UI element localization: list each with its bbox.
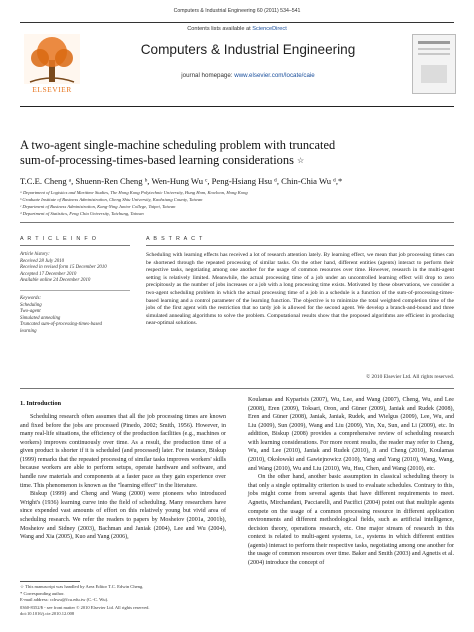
keywords-label: Keywords: (20, 296, 42, 301)
keywords (20, 296, 116, 335)
article-info-rule (20, 245, 130, 246)
intro-paragraph-3: Koulamas and Kyparisis (2007), Wu, Lee, and Wang (2007), Cheng, Wu, and Lee (2008), Eren (2009), Toksari, Oron, and Güner (2009), Janiak and Rudek (2008), Eren and Güner (2008), Janiak, Janiak, Rudek, and Wielgus (2009), Lee, Wu, and Liu (2009), Sun (2009), Wang and Liu (2009), Yin, Xu, Sun, and Li (2009), etc. In addition, Biskup (2008) provides a comprehensive review of scheduling research with learning considerations. For more recent results, the reader may refer to Cheng, Wu, and Lee (2010), Janiak and Rudek (2010), Ji and Cheng (2010), Koulamas (2010), Okołowski and Gawiejnowicz (2010), Yang and Yang (2010), Wang, Wang, and Wang (2010), Wu and Liu (2010), Wu, Hsu, Chen, and Wang (2010), etc. (248, 397, 454, 472)
keyword: learning (20, 328, 37, 334)
sciencedirect-link[interactable]: ScienceDirect (252, 26, 287, 32)
journal-title: Computers & Industrial Engineering (140, 42, 356, 57)
right-column (248, 396, 454, 568)
abstract-rule (146, 245, 454, 246)
footnotes (20, 584, 226, 604)
keyword: Truncated sum-of-processing-times-based (20, 322, 102, 327)
info-divider (20, 290, 130, 291)
contents-prefix: Contents lists available at (187, 26, 253, 32)
footnote-email: E-mail address: cchwu@fcu.edu.tw (C.-C. Wu). (20, 597, 109, 602)
affiliation: ᶜ Department of Business Administration, Kang-Ning Junior College, Taipei, Taiwan (20, 204, 176, 209)
keyword: Scheduling (20, 302, 42, 308)
left-column (20, 413, 226, 542)
affiliation-rule (20, 222, 454, 223)
front-matter-line (20, 605, 226, 617)
keyword: Two-agent (20, 309, 41, 314)
article-history-label: Article history: (20, 252, 50, 257)
history-line: Received in revised form 15 December 2010 (20, 265, 107, 270)
abstract-copyright: © 2010 Elsevier Ltd. All rights reserved. (366, 374, 454, 380)
intro-paragraph-4: On the other hand, another basic assumption in classical scheduling theory is that only a single optimality criterion is used to evaluate schedules. Contrary to this, jobs might come from several agents that have different requirements to meet. Agnetis, Mirchandani, Pacciarelli, and Pacifici (2004) point out that multiple agents compete on the usage of a common processing resource in different application environments and different methodological fields, such as artificial intelligence, decision theory, operations research, etc. One major stream of research in this context is related to multi-agent systems, i.e., systems in which different entities (agents) interact to perform their respective tasks, negotiating among one another for the usage of common resources over time. Baker and Smith (2003) and Agnetis et al. (2004) introduce the concept of (248, 474, 454, 566)
abstract-paragraph: Scheduling with learning effects has received a lot of research attention lately. By learning effect, we mean that job processing times can be shortened through the repeated processing of similar tasks. On the other hand, different entities (agents) interact to perform their respective tasks, negotiating among one another for the usage of common resources over time. However, research in the multi-agent setting is relatively limited. Meanwhile, the actual processing time of a job under an uncontrolled learning effect will drop to zero precipitously as the number of jobs increases or a job with a long processing time exists. Motivated by these observations, we consider a two-agent scheduling problem in which the actual processing time of a job in a schedule is a function of the sum-of-processing-times-based learning and a control parameter of the learning function. The objective is to minimize the total weighted completion time of the jobs of the first agent with the restriction that no tardy job is allowed for the second agent. We develop a branch-and-bound and three simulated annealing algorithms to solve the problem. Computational results show that the proposed algorithms are efficient in producing near-optimal solutions. (146, 252, 454, 327)
footnote-title-note: ☆ This manuscript was handled by Area Editor T.C. Edwin Cheng. (20, 584, 144, 589)
affiliation: ᵃ Department of Logistics and Maritime Studies, The Hong Kong Polytechnic University, Hung Hom, Kowloon, Hong Kong (20, 190, 248, 195)
doi-line[interactable]: doi:10.1016/j.cie.2010.12.008 (20, 611, 75, 616)
title-line-2: sum-of-processing-times-based learning considerations (20, 153, 294, 167)
abstract-body (146, 252, 454, 328)
running-head: Computers & Industrial Engineering 60 (2011) 534–541 (173, 8, 301, 14)
homepage-url[interactable]: www.elsevier.com/locate/caie (234, 72, 315, 79)
masthead-rule (20, 106, 454, 107)
journal-homepage (84, 72, 412, 79)
authors: T.C.E. Cheng ᵃ, Shuenn-Ren Cheng ᵇ, Wen-Hung Wu ᶜ, Peng-Hsiang Hsu ᵈ, Chin-Chia Wu ᵈ,* (20, 176, 343, 186)
article-info-heading: A R T I C L E I N F O (20, 236, 98, 242)
contents-line (0, 26, 474, 32)
section-heading-introduction: 1. Introduction (20, 400, 62, 407)
history-line: Accepted 17 December 2010 (20, 271, 77, 277)
title-line-1: A two-agent single-machine scheduling problem with truncated (20, 138, 336, 152)
intro-paragraph-1: Scheduling research often assumes that all the job processing times are known and fixed before the jobs are processed (Pinedo, 2002; Smith, 1956). However, in many real-life situations, the efficiency of the production facilities (e.g., machines or workers) improves continuously over time. As a result, the production time of a given product is shorter if it is scheduled (and processed) later. For instance, Biskup (1999) remarks that the repeated processing of similar tasks improves workers' skills because workers are able to perform setups, operate hardware and software, and handle raw materials and components at a faster pace as they gain experience over time. This phenomenon is known as the "learning effect" in the literature. (20, 414, 226, 489)
affiliation: ᵇ Graduate Institute of Business Administration, Cheng Shiu University, Kaohsiung County, Taiwan (20, 197, 203, 202)
elsevier-logo (20, 34, 84, 98)
body-rule (20, 388, 454, 389)
intro-paragraph-2: Biskup (1999) and Cheng and Wang (2000) were pioneers who introduced Wright's (1936) learning curve into the field of scheduling. Many researchers have since expended vast amounts of effort on this relatively young but vivid area of scheduling research. We refer the readers to papers by Mosheiov (2001a, 2001b), Mosheiov and Sidney (2003), Bachman and Janiak (2004), Lee and Wu (2004), Wang and Xia (2005), Kuo and Yang (2006), (20, 491, 226, 541)
affiliation: ᵈ Department of Statistics, Feng Chia University, Taichung, Taiwan (20, 211, 144, 216)
publisher-name: ELSEVIER (32, 85, 72, 94)
article-history (20, 252, 116, 285)
keyword: Simulated annealing (20, 315, 61, 321)
issn-line: 0360-8352/$ - see front matter © 2010 Elsevier Ltd. All rights reserved. (20, 605, 150, 610)
title-footnote-mark: ☆ (297, 156, 305, 165)
header-rule (20, 22, 454, 23)
footnote-corresponding: * Corresponding author. (20, 590, 65, 596)
journal-cover-thumbnail (412, 34, 456, 94)
footnote-rule (20, 581, 80, 582)
history-line: Received 28 July 2010 (20, 258, 65, 264)
homepage-prefix: journal homepage: (181, 72, 235, 79)
article-title (20, 138, 454, 168)
abstract-heading: A B S T R A C T (146, 236, 204, 242)
history-line: Available online 24 December 2010 (20, 278, 91, 283)
